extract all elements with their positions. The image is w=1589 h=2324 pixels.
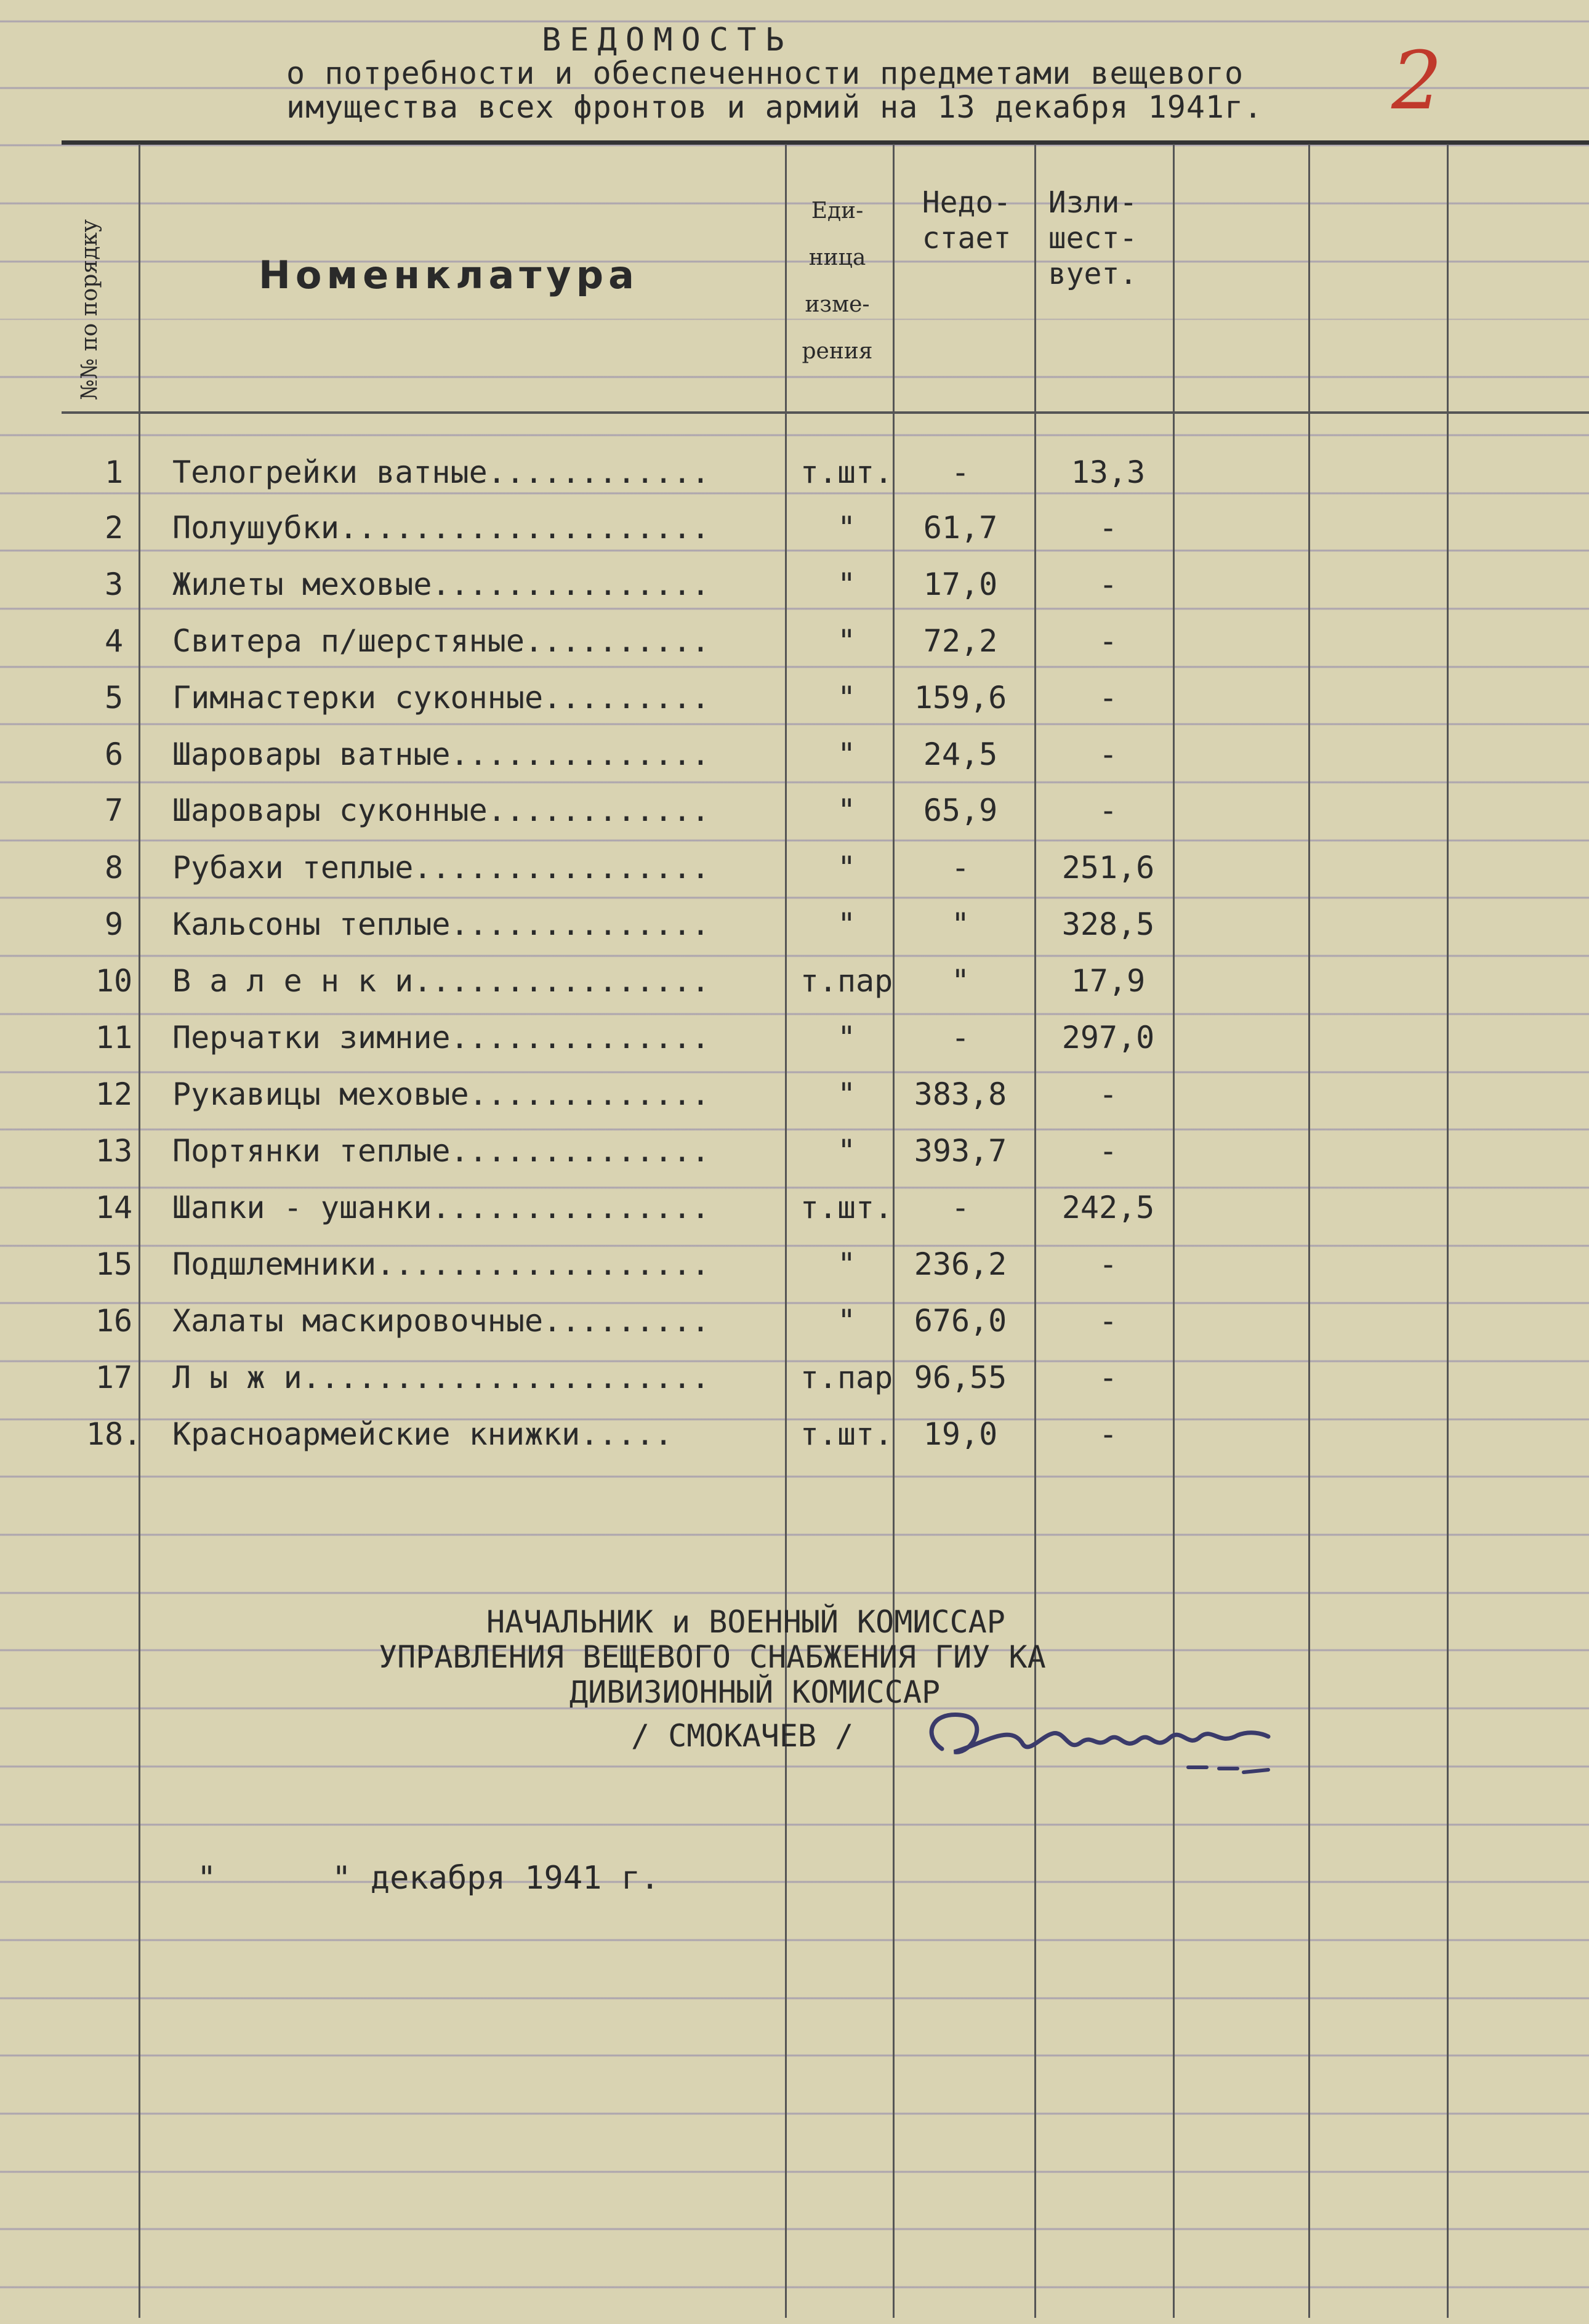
row-number: 12 [95,1076,133,1112]
table-row [0,567,1589,610]
item-name: Шаровары суконные............ [172,793,710,828]
table-row [0,1416,1589,1459]
item-unit: " [837,793,856,828]
table-row [0,1360,1589,1403]
title-subtitle-line-2: имущества всех фронтов и армий на 13 декабря 1941г. [286,89,1263,125]
item-excess: - [1098,1303,1118,1339]
table-row [0,510,1589,553]
item-shortage: 19,0 [923,1416,998,1452]
document-title: ВЕДОМОСТЬ [542,22,793,59]
header-nomenclature: Номенклатура [259,252,639,297]
item-excess: 17,9 [1071,963,1146,999]
item-shortage: 24,5 [923,736,998,772]
table-row [0,1246,1589,1289]
item-name: Портянки теплые.............. [172,1133,710,1169]
item-shortage: - [951,850,970,886]
row-number: 16 [95,1303,133,1339]
item-name: Подшлемники.................. [172,1246,710,1282]
item-shortage: " [951,906,970,942]
table-row [0,793,1589,836]
item-name: Телогрейки ватные............ [172,454,710,490]
signatory-name: / СМОКАЧЕВ / [631,1718,854,1754]
item-name: Гимнастерки суконные......... [172,680,710,716]
row-number: 17 [95,1360,133,1395]
item-shortage: 236,2 [914,1246,1007,1282]
item-shortage: - [951,1020,970,1055]
item-excess: - [1098,567,1118,602]
item-name: Красноармейские книжки..... [172,1416,673,1452]
row-number: 15 [95,1246,133,1282]
item-unit: " [837,567,856,602]
item-name: Жилеты меховые............... [172,567,710,602]
table-row [0,736,1589,780]
header-unit-text: Еди- ница изме- рения [802,198,873,364]
header-unit [791,188,883,375]
table-row [0,906,1589,950]
item-shortage: 96,55 [914,1360,1007,1395]
table-row [0,963,1589,1006]
item-unit: " [837,736,856,772]
item-unit: т.пар [800,963,893,999]
item-unit: т.пар [800,1360,893,1395]
item-name: В а л е н к и................ [172,963,710,999]
table-row [0,680,1589,723]
item-name: Л ы ж и...................... [172,1360,710,1395]
item-unit: " [837,1076,856,1112]
signature-title-2: УПРАВЛЕНИЯ ВЕЩЕВОГО СНАБЖЕНИЯ ГИУ КА [379,1639,1046,1675]
table-top-rule [62,140,1589,145]
header-shortage-text: Недо- стает [922,185,1012,256]
table-row [0,454,1589,498]
item-excess: - [1098,1416,1118,1452]
row-number: 14 [95,1190,133,1225]
item-unit: " [837,680,856,716]
item-excess: 328,5 [1061,906,1155,942]
table-row [0,1020,1589,1063]
item-shortage: 65,9 [923,793,998,828]
item-excess: - [1098,1076,1118,1112]
item-unit: " [837,906,856,942]
item-unit: " [837,1303,856,1339]
item-excess: - [1098,1133,1118,1169]
item-shortage: 61,7 [923,510,998,546]
signature-title-1: НАЧАЛЬНИК и ВОЕННЫЙ КОМИССАР [486,1604,1005,1640]
title-subtitle-line-1: о потребности и обеспеченности предметами вещевого [286,55,1244,91]
row-number: 1 [104,454,124,490]
row-number: 11 [95,1020,133,1055]
row-number: 6 [104,736,124,772]
item-name: Шапки - ушанки............... [172,1190,710,1225]
item-excess: 297,0 [1061,1020,1155,1055]
item-shortage: 17,0 [923,567,998,602]
item-excess: - [1098,736,1118,772]
signature-title-3: ДИВИЗИОННЫЙ КОМИССАР [569,1674,941,1710]
row-number: 3 [104,567,124,602]
item-unit: " [837,1246,856,1282]
item-excess: - [1098,1360,1118,1395]
item-unit: " [837,510,856,546]
item-unit: " [837,1020,856,1055]
item-shortage: 393,7 [914,1133,1007,1169]
item-name: Полушубки.................... [172,510,710,546]
item-name: Шаровары ватные.............. [172,736,710,772]
item-unit: " [837,850,856,886]
handwritten-signature [917,1700,1299,1788]
row-number: 5 [104,680,124,716]
header-row-number: №№ по порядку [77,219,102,400]
row-number: 4 [104,623,124,659]
item-unit: т.шт. [800,1416,893,1452]
item-unit: т.шт. [800,454,893,490]
item-unit: " [837,623,856,659]
item-name: Рубахи теплые................ [172,850,710,886]
item-name: Перчатки зимние.............. [172,1020,710,1055]
item-name: Халаты маскировочные......... [172,1303,710,1339]
row-number: 18. [86,1416,142,1452]
item-name: Кальсоны теплые.............. [172,906,710,942]
item-excess: - [1098,510,1118,546]
table-row [0,623,1589,666]
page-number: 2 [1391,34,1442,127]
table-row [0,1133,1589,1176]
item-name: Рукавицы меховые............. [172,1076,710,1112]
row-number: 7 [104,793,124,828]
row-number: 13 [95,1133,133,1169]
item-excess: - [1098,680,1118,716]
item-excess: 251,6 [1061,850,1155,886]
row-number: 2 [104,510,124,546]
table-row [0,1303,1589,1346]
item-shortage: 383,8 [914,1076,1007,1112]
item-shortage: 676,0 [914,1303,1007,1339]
item-shortage: 159,6 [914,680,1007,716]
item-excess: 13,3 [1071,454,1146,490]
item-excess: 242,5 [1061,1190,1155,1225]
header-shortage [905,185,1028,256]
header-excess-text: Изли- шест- вует. [1048,185,1138,291]
item-excess: - [1098,623,1118,659]
row-number: 9 [104,906,124,942]
item-unit: " [837,1133,856,1169]
item-shortage: " [951,963,970,999]
row-number: 8 [104,850,124,886]
item-shortage: 72,2 [923,623,998,659]
item-shortage: - [951,1190,970,1225]
item-shortage: - [951,454,970,490]
item-excess: - [1098,1246,1118,1282]
table-row [0,1190,1589,1233]
table-row [0,1076,1589,1120]
header-separator [62,411,1589,414]
table-row [0,850,1589,893]
item-name: Свитера п/шерстяные.......... [172,623,710,659]
item-unit: т.шт. [800,1190,893,1225]
header-excess [1034,185,1151,292]
row-number: 10 [95,963,133,999]
item-excess: - [1098,793,1118,828]
date-line: " " декабря 1941 г. [197,1860,660,1897]
